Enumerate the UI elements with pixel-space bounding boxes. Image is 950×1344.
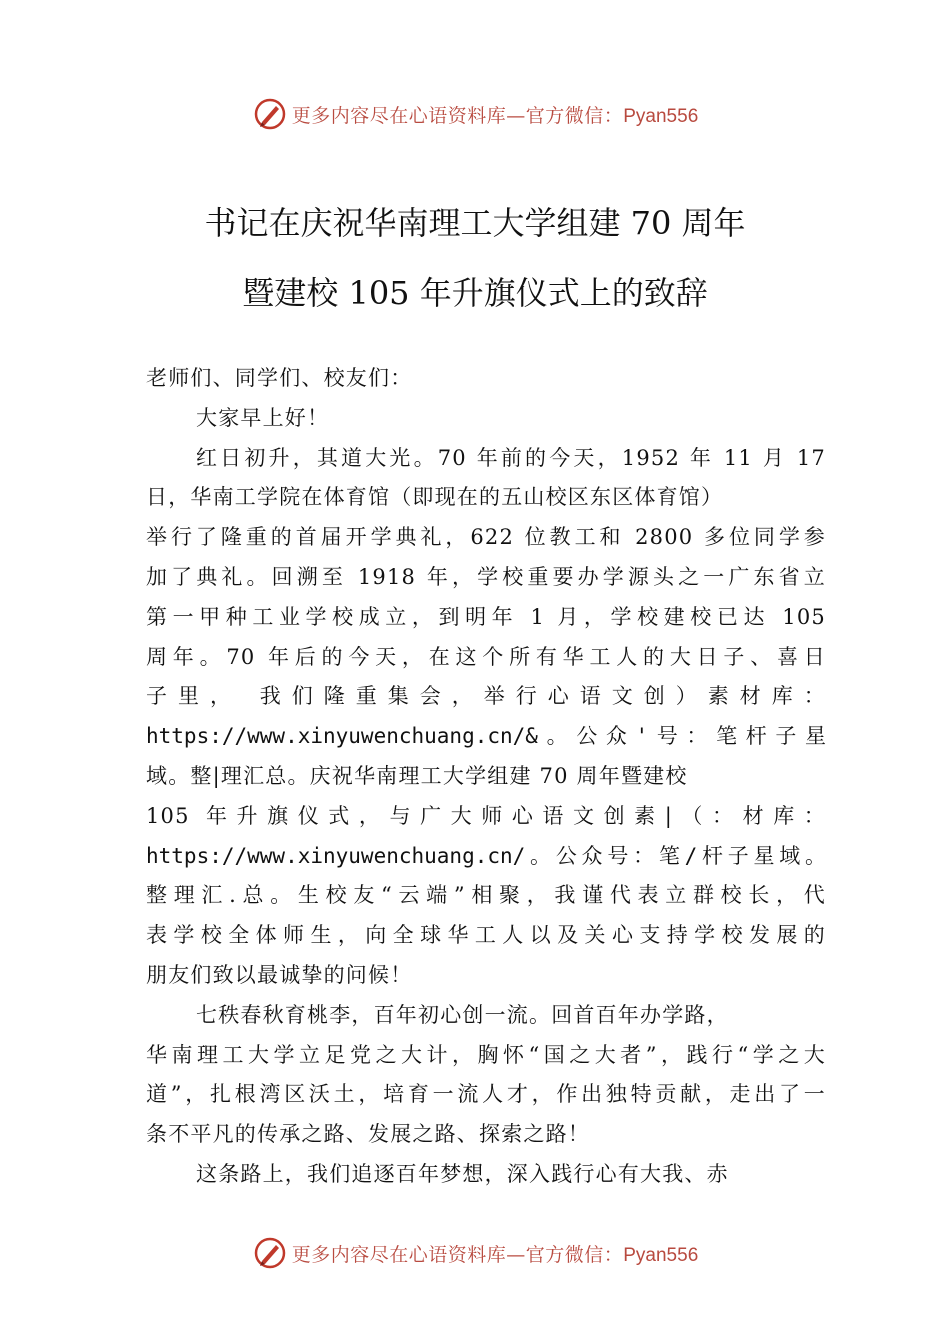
document-body — [146, 359, 826, 1195]
header-watermark-prefix: 更多内容尽在心语资料库—官方微信： — [291, 104, 624, 127]
body-line: 华南理工大学立足党之大计，胸怀“国之大者”，践行“学之大 — [146, 1042, 826, 1067]
body-line: https://www.xinyuwenchuang.cn/&。公众'号：笔杆子星 — [146, 724, 826, 749]
body-line: 大家早上好！ — [196, 405, 330, 430]
pen-logo-icon — [252, 1235, 288, 1271]
body-line: 第一甲种工业学校成立，到明年 1 月，学校建校已达 105 — [146, 604, 826, 629]
body-line: 域。整|理汇总。庆祝华南理工大学组建 70 周年暨建校 — [146, 763, 688, 788]
header-watermark-banner — [0, 94, 950, 134]
footer-wechat-id: Pyan556 — [623, 1244, 699, 1266]
body-line: 表学校全体师生，向全球华工人以及关心支持学校发展的 — [146, 923, 826, 948]
body-line: 加了典礼。回溯至 1918 年，学校重要办学源头之一广东省立 — [146, 564, 826, 589]
footer-watermark-prefix: 更多内容尽在心语资料库—官方微信： — [291, 1243, 624, 1266]
body-line: 朋友们致以最诚挚的问候！ — [146, 962, 413, 987]
title-line-1: 书记在庆祝华南理工大学组建 70 周年 — [204, 204, 746, 242]
footer-watermark-text — [292, 1240, 699, 1267]
body-line: 条不平凡的传承之路、发展之路、探索之路！ — [146, 1122, 590, 1147]
body-line: 道”，扎根湾区沃土，培育一流人才，作出独特贡献，走出了一 — [146, 1082, 826, 1107]
header-wechat-id: Pyan556 — [623, 105, 699, 127]
footer-watermark-banner — [0, 1233, 950, 1273]
body-line: 这条路上，我们追逐百年梦想，深入践行心有大我、赤 — [196, 1161, 729, 1186]
body-line: 日，华南工学院在体育馆（即现在的五山校区东区体育馆） — [146, 485, 724, 510]
body-line: 周年。70 年后的今天，在这个所有华工人的大日子、喜日 — [146, 644, 826, 669]
body-line: 举行了隆重的首届开学典礼，622 位教工和 2800 多位同学参 — [146, 525, 826, 550]
body-line: 整理汇.总。生校友“云端”相聚，我谨代表立群校长，代 — [146, 883, 826, 908]
body-line: 七秩春秋育桃李，百年初心创一流。回首百年办学路， — [196, 1002, 729, 1027]
pen-logo-icon — [252, 96, 288, 132]
body-line: 老师们、同学们、校友们： — [146, 366, 413, 390]
body-line: 红日初升，其道大光。70 年前的今天，1952 年 11 月 17 — [196, 445, 826, 470]
title-line-2: 暨建校 105 年升旗仪式上的致辞 — [242, 274, 708, 312]
body-line: https://www.xinyuwenchuang.cn/。公众号：笔/杆子星域。 — [146, 843, 826, 868]
body-line: 子里， 我们隆重集会，举行心语文创）素材库： — [146, 684, 826, 709]
body-line: 105 年升旗仪式，与广大师心语文创素|（：材库： — [146, 803, 826, 828]
header-watermark-text — [292, 101, 699, 128]
